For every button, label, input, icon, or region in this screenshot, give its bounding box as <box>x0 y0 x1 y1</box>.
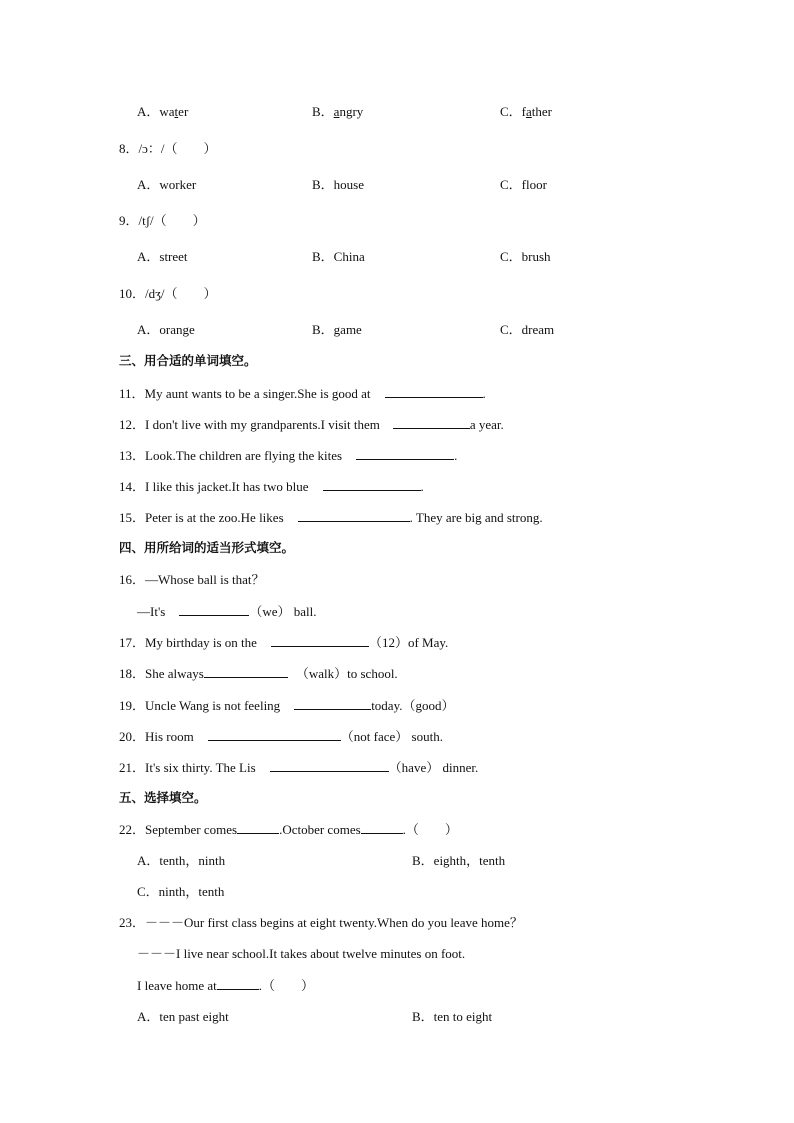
q12-blank[interactable] <box>393 416 470 429</box>
q8-option-a: A．worker <box>137 177 197 192</box>
q22-option-a: A．tenth，ninth <box>137 853 226 868</box>
q22-stem: 22．September comes .October comes .（ ） <box>119 822 458 837</box>
q17: 17．My birthday is on the （12）of May. <box>119 635 449 650</box>
q16-question: 16．—Whose ball is that？ <box>119 572 265 587</box>
q9-option-c: C．brush <box>500 249 551 264</box>
q8-option-b: B．house <box>312 177 365 192</box>
q7-option-a-underlined: t <box>174 104 179 119</box>
q13: 13．Look.The children are flying the kites . <box>119 448 458 463</box>
q14: 14．I like this jacket.It has two blue . <box>119 479 424 494</box>
section-5-title: 五、选择填空。 <box>119 790 207 805</box>
section-4-title: 四、用所给词的适当形式填空。 <box>119 540 295 555</box>
q21-blank[interactable] <box>270 759 389 772</box>
q11: 11．My aunt wants to be a singer.She is good at . <box>119 386 486 401</box>
section-3-title: 三、用合适的单词填空。 <box>119 353 257 368</box>
q7-option-c-underlined: a <box>526 104 532 119</box>
q10-option-c: C．dream <box>500 322 555 337</box>
q8-stem: 8．/ɔ：/（ ） <box>119 141 217 156</box>
q23-reply: －－－I live near school.It takes about twelve minutes on foot. <box>137 946 466 961</box>
q22-blank-1[interactable] <box>237 821 279 834</box>
q9-option-a: A．street <box>137 249 188 264</box>
q10-option-b: B．game <box>312 322 362 337</box>
q17-blank[interactable] <box>271 634 369 647</box>
q23-blank[interactable] <box>217 977 259 990</box>
q19: 19．Uncle Wang is not feeling today.（good） <box>119 698 455 713</box>
q15: 15．Peter is at the zoo.He likes . They are big and strong. <box>119 510 543 525</box>
q15-blank[interactable] <box>298 509 410 522</box>
q18: 18．She always （walk）to school. <box>119 666 398 681</box>
q9-stem: 9．/tʃ/（ ） <box>119 213 206 228</box>
q22-option-c: C．ninth，tenth <box>137 884 225 899</box>
q14-blank[interactable] <box>323 478 421 491</box>
q7-option-a: A．water <box>137 104 189 119</box>
q23-option-a: A．ten past eight <box>137 1009 229 1024</box>
q16-blank[interactable] <box>179 603 249 616</box>
q23-option-b: B．ten to eight <box>412 1009 493 1024</box>
q11-blank[interactable] <box>385 385 483 398</box>
q10-option-a: A．orange <box>137 322 195 337</box>
q21: 21．It's six thirty. The Lis （have） dinner. <box>119 760 479 775</box>
q12: 12．I don't live with my grandparents.I visit them a year. <box>119 417 504 432</box>
q22-blank-2[interactable] <box>361 821 403 834</box>
q9-option-b: B．China <box>312 249 365 264</box>
q7-option-b: B．angry <box>312 104 364 119</box>
q18-blank[interactable] <box>204 665 288 678</box>
q7-option-b-underlined: a <box>333 104 340 119</box>
q20-blank[interactable] <box>208 728 341 741</box>
q22-option-b: B．eighth，tenth <box>412 853 506 868</box>
q23-stem: I leave home at .（ ） <box>137 978 315 993</box>
q20: 20．His room （not face） south. <box>119 729 443 744</box>
q23-question: 23．－－－Our first class begins at eight twenty.When do you leave home？ <box>119 915 523 930</box>
q16-answer: —It's （we） ball. <box>137 604 317 619</box>
q7-option-c: C．father <box>500 104 553 119</box>
q8-option-c: C．floor <box>500 177 547 192</box>
q13-blank[interactable] <box>356 447 454 460</box>
q10-stem: 10．/dʒ/（ ） <box>119 286 217 301</box>
q19-blank[interactable] <box>294 697 371 710</box>
